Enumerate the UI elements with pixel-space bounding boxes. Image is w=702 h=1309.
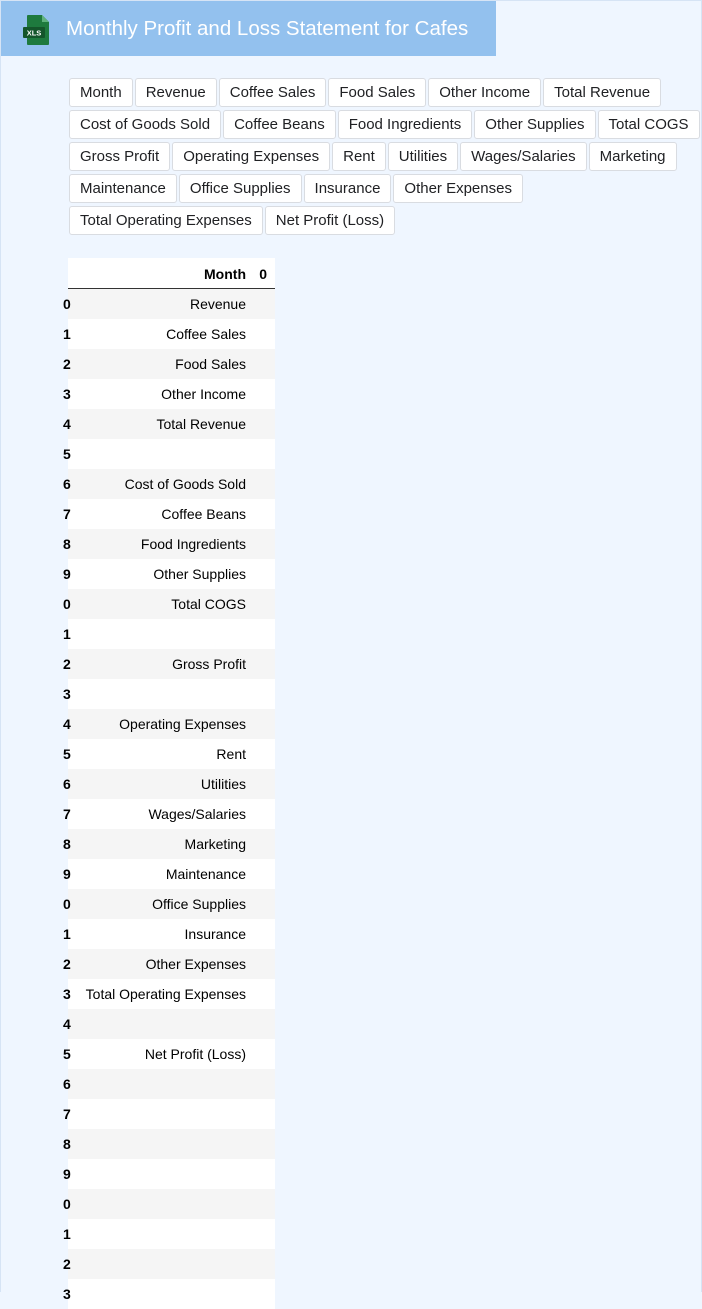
table-row [63, 319, 275, 349]
row-index: 9 [63, 1166, 71, 1182]
row-index: 1 [63, 326, 71, 342]
row-index: 5 [63, 1046, 71, 1062]
row-index: 0 [63, 896, 71, 912]
column-chip[interactable]: Marketing [589, 142, 677, 171]
row-index: 7 [63, 506, 71, 522]
column-chip[interactable]: Rent [332, 142, 386, 171]
table-row [63, 1219, 275, 1249]
table-row [63, 589, 275, 619]
column-chip[interactable]: Office Supplies [179, 174, 302, 203]
chip-row [69, 110, 699, 139]
table-row [63, 1069, 275, 1099]
table-row [63, 979, 275, 1009]
table-row [63, 379, 275, 409]
column-chip[interactable]: Food Sales [328, 78, 426, 107]
xls-icon-label: XLS [26, 28, 42, 38]
header-month: Month [204, 266, 246, 282]
table-row [63, 1189, 275, 1219]
table-row [63, 799, 275, 829]
row-label: Coffee Sales [166, 326, 246, 342]
column-chip[interactable]: Other Income [428, 78, 541, 107]
row-label: Food Ingredients [140, 536, 246, 552]
header-col-0: 0 [259, 266, 267, 282]
table-row [63, 769, 275, 799]
row-label: Net Profit (Loss) [144, 1046, 246, 1062]
row-index: 4 [63, 1016, 71, 1032]
table-row [63, 709, 275, 739]
row-index: 7 [63, 806, 71, 822]
table-row [63, 679, 275, 709]
row-index: 5 [63, 746, 71, 762]
table-row [63, 289, 275, 319]
row-index: 9 [63, 866, 71, 882]
row-label: Office Supplies [152, 896, 246, 912]
row-label: Other Supplies [153, 566, 246, 582]
column-chip[interactable]: Gross Profit [69, 142, 170, 171]
column-chip[interactable]: Coffee Sales [219, 78, 327, 107]
row-index: 1 [63, 626, 71, 642]
table-row [63, 559, 275, 589]
table-row [63, 349, 275, 379]
row-index: 3 [63, 1286, 71, 1302]
row-index: 8 [63, 1136, 71, 1152]
row-index: 3 [63, 686, 71, 702]
table-row [63, 1099, 275, 1129]
data-table [63, 258, 275, 1302]
table-row [63, 619, 275, 649]
row-label: Wages/Salaries [148, 806, 246, 822]
row-index: 8 [63, 536, 71, 552]
row-index: 6 [63, 476, 71, 492]
table-row [63, 439, 275, 469]
column-chip[interactable]: Insurance [304, 174, 392, 203]
table-row [63, 739, 275, 769]
row-index: 3 [63, 986, 71, 1002]
row-label: Maintenance [165, 866, 246, 882]
row-label: Coffee Beans [161, 506, 246, 522]
row-label: Total Revenue [156, 416, 246, 432]
row-index: 1 [63, 926, 71, 942]
xls-file-icon [22, 14, 52, 46]
table-row [63, 469, 275, 499]
row-label: Gross Profit [172, 656, 246, 672]
table-row [63, 409, 275, 439]
table-row [63, 1249, 275, 1279]
chip-row [69, 206, 699, 235]
row-index: 4 [63, 716, 71, 732]
row-label: Food Sales [175, 356, 246, 372]
column-chip[interactable]: Total Operating Expenses [69, 206, 263, 235]
table-row [63, 529, 275, 559]
row-index: 1 [63, 1226, 71, 1242]
table-row [63, 499, 275, 529]
table-row [63, 1129, 275, 1159]
row-index: 2 [63, 1256, 71, 1272]
table-row [63, 1039, 275, 1069]
row-index: 8 [63, 836, 71, 852]
row-label: Cost of Goods Sold [124, 476, 246, 492]
row-label: Revenue [189, 296, 246, 312]
table-header [68, 258, 275, 289]
column-chip[interactable]: Revenue [135, 78, 217, 107]
row-label: Operating Expenses [119, 716, 246, 732]
chip-row [69, 78, 699, 107]
column-chip[interactable]: Month [69, 78, 133, 107]
title-bar [1, 1, 496, 56]
row-index: 4 [63, 416, 71, 432]
table-row [63, 1159, 275, 1189]
column-chip[interactable]: Other Expenses [393, 174, 523, 203]
table-row [63, 1279, 275, 1309]
row-index: 5 [63, 446, 71, 462]
column-chip[interactable]: Wages/Salaries [460, 142, 587, 171]
chip-row [69, 174, 699, 203]
row-index: 2 [63, 656, 71, 672]
row-label: Marketing [184, 836, 246, 852]
row-label: Other Expenses [145, 956, 246, 972]
row-label: Total Operating Expenses [85, 986, 246, 1002]
page-title: Monthly Profit and Loss Statement for Cafes [66, 17, 469, 40]
row-index: 6 [63, 776, 71, 792]
column-chip[interactable]: Cost of Goods Sold [69, 110, 221, 139]
row-index: 9 [63, 566, 71, 582]
column-chip[interactable]: Total Revenue [543, 78, 661, 107]
row-index: 3 [63, 386, 71, 402]
column-chip[interactable]: Net Profit (Loss) [265, 206, 395, 235]
table-row [63, 859, 275, 889]
row-index: 0 [63, 1196, 71, 1212]
column-chip[interactable]: Utilities [388, 142, 458, 171]
column-chip[interactable]: Food Ingredients [338, 110, 473, 139]
chip-row [69, 142, 699, 171]
row-index: 6 [63, 1076, 71, 1092]
column-chip[interactable]: Coffee Beans [223, 110, 336, 139]
row-label: Insurance [184, 926, 246, 942]
column-chip[interactable]: Maintenance [69, 174, 177, 203]
table-body [63, 289, 275, 1309]
table-row [63, 649, 275, 679]
table-row [63, 889, 275, 919]
row-index: 2 [63, 356, 71, 372]
table-row [63, 919, 275, 949]
row-index: 7 [63, 1106, 71, 1122]
row-label: Total COGS [171, 596, 246, 612]
column-chip[interactable]: Operating Expenses [172, 142, 330, 171]
table-row [63, 1009, 275, 1039]
row-index: 2 [63, 956, 71, 972]
column-chip[interactable]: Total COGS [598, 110, 700, 139]
row-label: Rent [216, 746, 246, 762]
table-row [63, 949, 275, 979]
row-index: 0 [63, 296, 71, 312]
row-label: Utilities [200, 776, 246, 792]
row-index: 0 [63, 596, 71, 612]
table-row [63, 829, 275, 859]
row-label: Other Income [161, 386, 246, 402]
column-chip[interactable]: Other Supplies [474, 110, 595, 139]
column-chip-list [69, 78, 699, 238]
